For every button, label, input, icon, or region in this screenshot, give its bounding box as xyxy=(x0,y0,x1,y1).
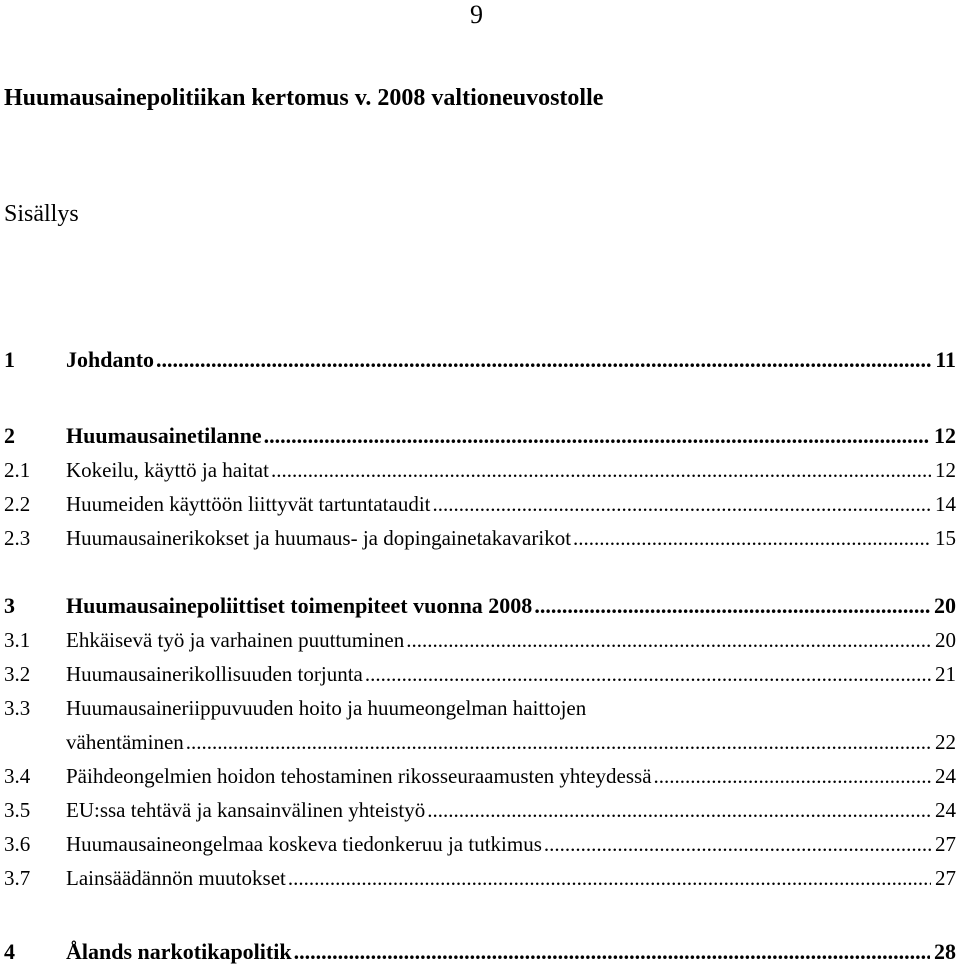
toc-entry-label: Huumausainetilanne xyxy=(66,423,262,448)
toc-leader-dots xyxy=(427,796,931,824)
toc-entry-4[interactable] xyxy=(4,938,956,966)
toc-entry-number: 4 xyxy=(4,939,15,964)
toc-entry-label: Johdanto xyxy=(66,347,155,372)
toc-entry-3-3-continuation[interactable] xyxy=(4,728,956,756)
toc-entry-number: 2.3 xyxy=(4,526,31,550)
toc-entry-page: 12 xyxy=(935,458,956,482)
toc-entry-page: 11 xyxy=(935,347,956,372)
toc-entry-page: 27 xyxy=(935,832,956,856)
toc-entry-number: 1 xyxy=(4,347,15,372)
toc-entry-label: Huumausaineriippuvuuden hoito ja huumeongelman haittojen xyxy=(66,696,587,720)
toc-leader-dots xyxy=(264,422,930,450)
toc-heading: Sisällys xyxy=(4,201,79,227)
toc-entry-number: 3.4 xyxy=(4,764,31,788)
toc-entry-page: 20 xyxy=(934,593,956,618)
toc-entry-page: 12 xyxy=(934,423,956,448)
toc-entry-label: Huumeiden käyttöön liittyvät tartuntataudit xyxy=(66,492,431,516)
toc-entry-number: 3 xyxy=(4,593,15,618)
toc-entry-page: 24 xyxy=(935,798,956,822)
toc-leader-dots xyxy=(406,626,931,654)
toc-leader-dots xyxy=(433,490,931,518)
toc-entry-label: Huumausaineongelmaa koskeva tiedonkeruu ja tutkimus xyxy=(66,832,542,856)
toc-entry-3-2[interactable] xyxy=(4,660,956,688)
toc-leader-dots xyxy=(544,830,931,858)
toc-entry-2-2[interactable] xyxy=(4,490,956,518)
document-title: Huumausainepolitiikan kertomus v. 2008 valtioneuvostolle xyxy=(4,85,604,111)
toc-leader-dots xyxy=(573,524,931,552)
toc-entry-label: Huumausainerikollisuuden torjunta xyxy=(66,662,363,686)
toc-entry-2[interactable] xyxy=(4,422,956,450)
page-number: 9 xyxy=(470,0,483,29)
toc-entry-number: 2.2 xyxy=(4,492,31,516)
toc-leader-dots xyxy=(365,660,931,688)
toc-entry-page: 21 xyxy=(935,662,956,686)
toc-entry-page: 22 xyxy=(935,730,956,754)
toc-entry-label: Huumausainerikokset ja huumaus- ja dopingainetakavarikot xyxy=(66,526,572,550)
toc-entry-number: 3.3 xyxy=(4,696,31,720)
toc-entry-label: Kokeilu, käyttö ja haitat xyxy=(66,458,269,482)
toc-entry-page: 28 xyxy=(934,939,956,964)
toc-leader-dots xyxy=(288,864,931,892)
toc-leader-dots xyxy=(156,346,931,374)
toc-entry-number: 2.1 xyxy=(4,458,31,482)
toc-leader-dots xyxy=(186,728,931,756)
toc-entry-number: 3.7 xyxy=(4,866,31,890)
toc-entry-page: 20 xyxy=(935,628,956,652)
toc-entry-page: 24 xyxy=(935,764,956,788)
toc-leader-dots xyxy=(271,456,931,484)
toc-entry-3-4[interactable] xyxy=(4,762,956,790)
toc-entry-label: Huumausainepoliittiset toimenpiteet vuonna 2008 xyxy=(66,593,533,618)
toc-entry-page: 14 xyxy=(935,492,956,516)
toc-entry-2-1[interactable] xyxy=(4,456,956,484)
toc-entry-label-continuation: vähentäminen xyxy=(66,730,184,754)
toc-entry-number: 2 xyxy=(4,423,15,448)
toc-entry-label: Ehkäisevä työ ja varhainen puuttuminen xyxy=(66,628,405,652)
toc-entry-3-3[interactable] xyxy=(4,694,956,722)
toc-entry-3-6[interactable] xyxy=(4,830,956,858)
toc-entry-page: 15 xyxy=(935,526,956,550)
toc-entry-number: 3.6 xyxy=(4,832,31,856)
toc-entry-number: 3.5 xyxy=(4,798,31,822)
toc-entry-3[interactable] xyxy=(4,592,956,620)
toc-entry-1[interactable] xyxy=(4,346,956,374)
toc-entry-number: 3.1 xyxy=(4,628,31,652)
toc-entry-3-7[interactable] xyxy=(4,864,956,892)
toc-entry-label: Lainsäädännön muutokset xyxy=(66,866,286,890)
toc-leader-dots xyxy=(654,762,931,790)
toc-leader-dots xyxy=(294,938,930,966)
toc-entry-number: 3.2 xyxy=(4,662,31,686)
toc-entry-label: EU:ssa tehtävä ja kansainvälinen yhteistyö xyxy=(66,798,426,822)
toc-entry-page: 27 xyxy=(935,866,956,890)
toc-leader-dots xyxy=(534,592,930,620)
toc-entry-label: Päihdeongelmien hoidon tehostaminen rikosseuraamusten yhteydessä xyxy=(66,764,652,788)
toc-entry-label: Ålands narkotikapolitik xyxy=(66,939,292,964)
toc-entry-2-3[interactable] xyxy=(4,524,956,552)
toc-entry-3-1[interactable] xyxy=(4,626,956,654)
toc-entry-3-5[interactable] xyxy=(4,796,956,824)
